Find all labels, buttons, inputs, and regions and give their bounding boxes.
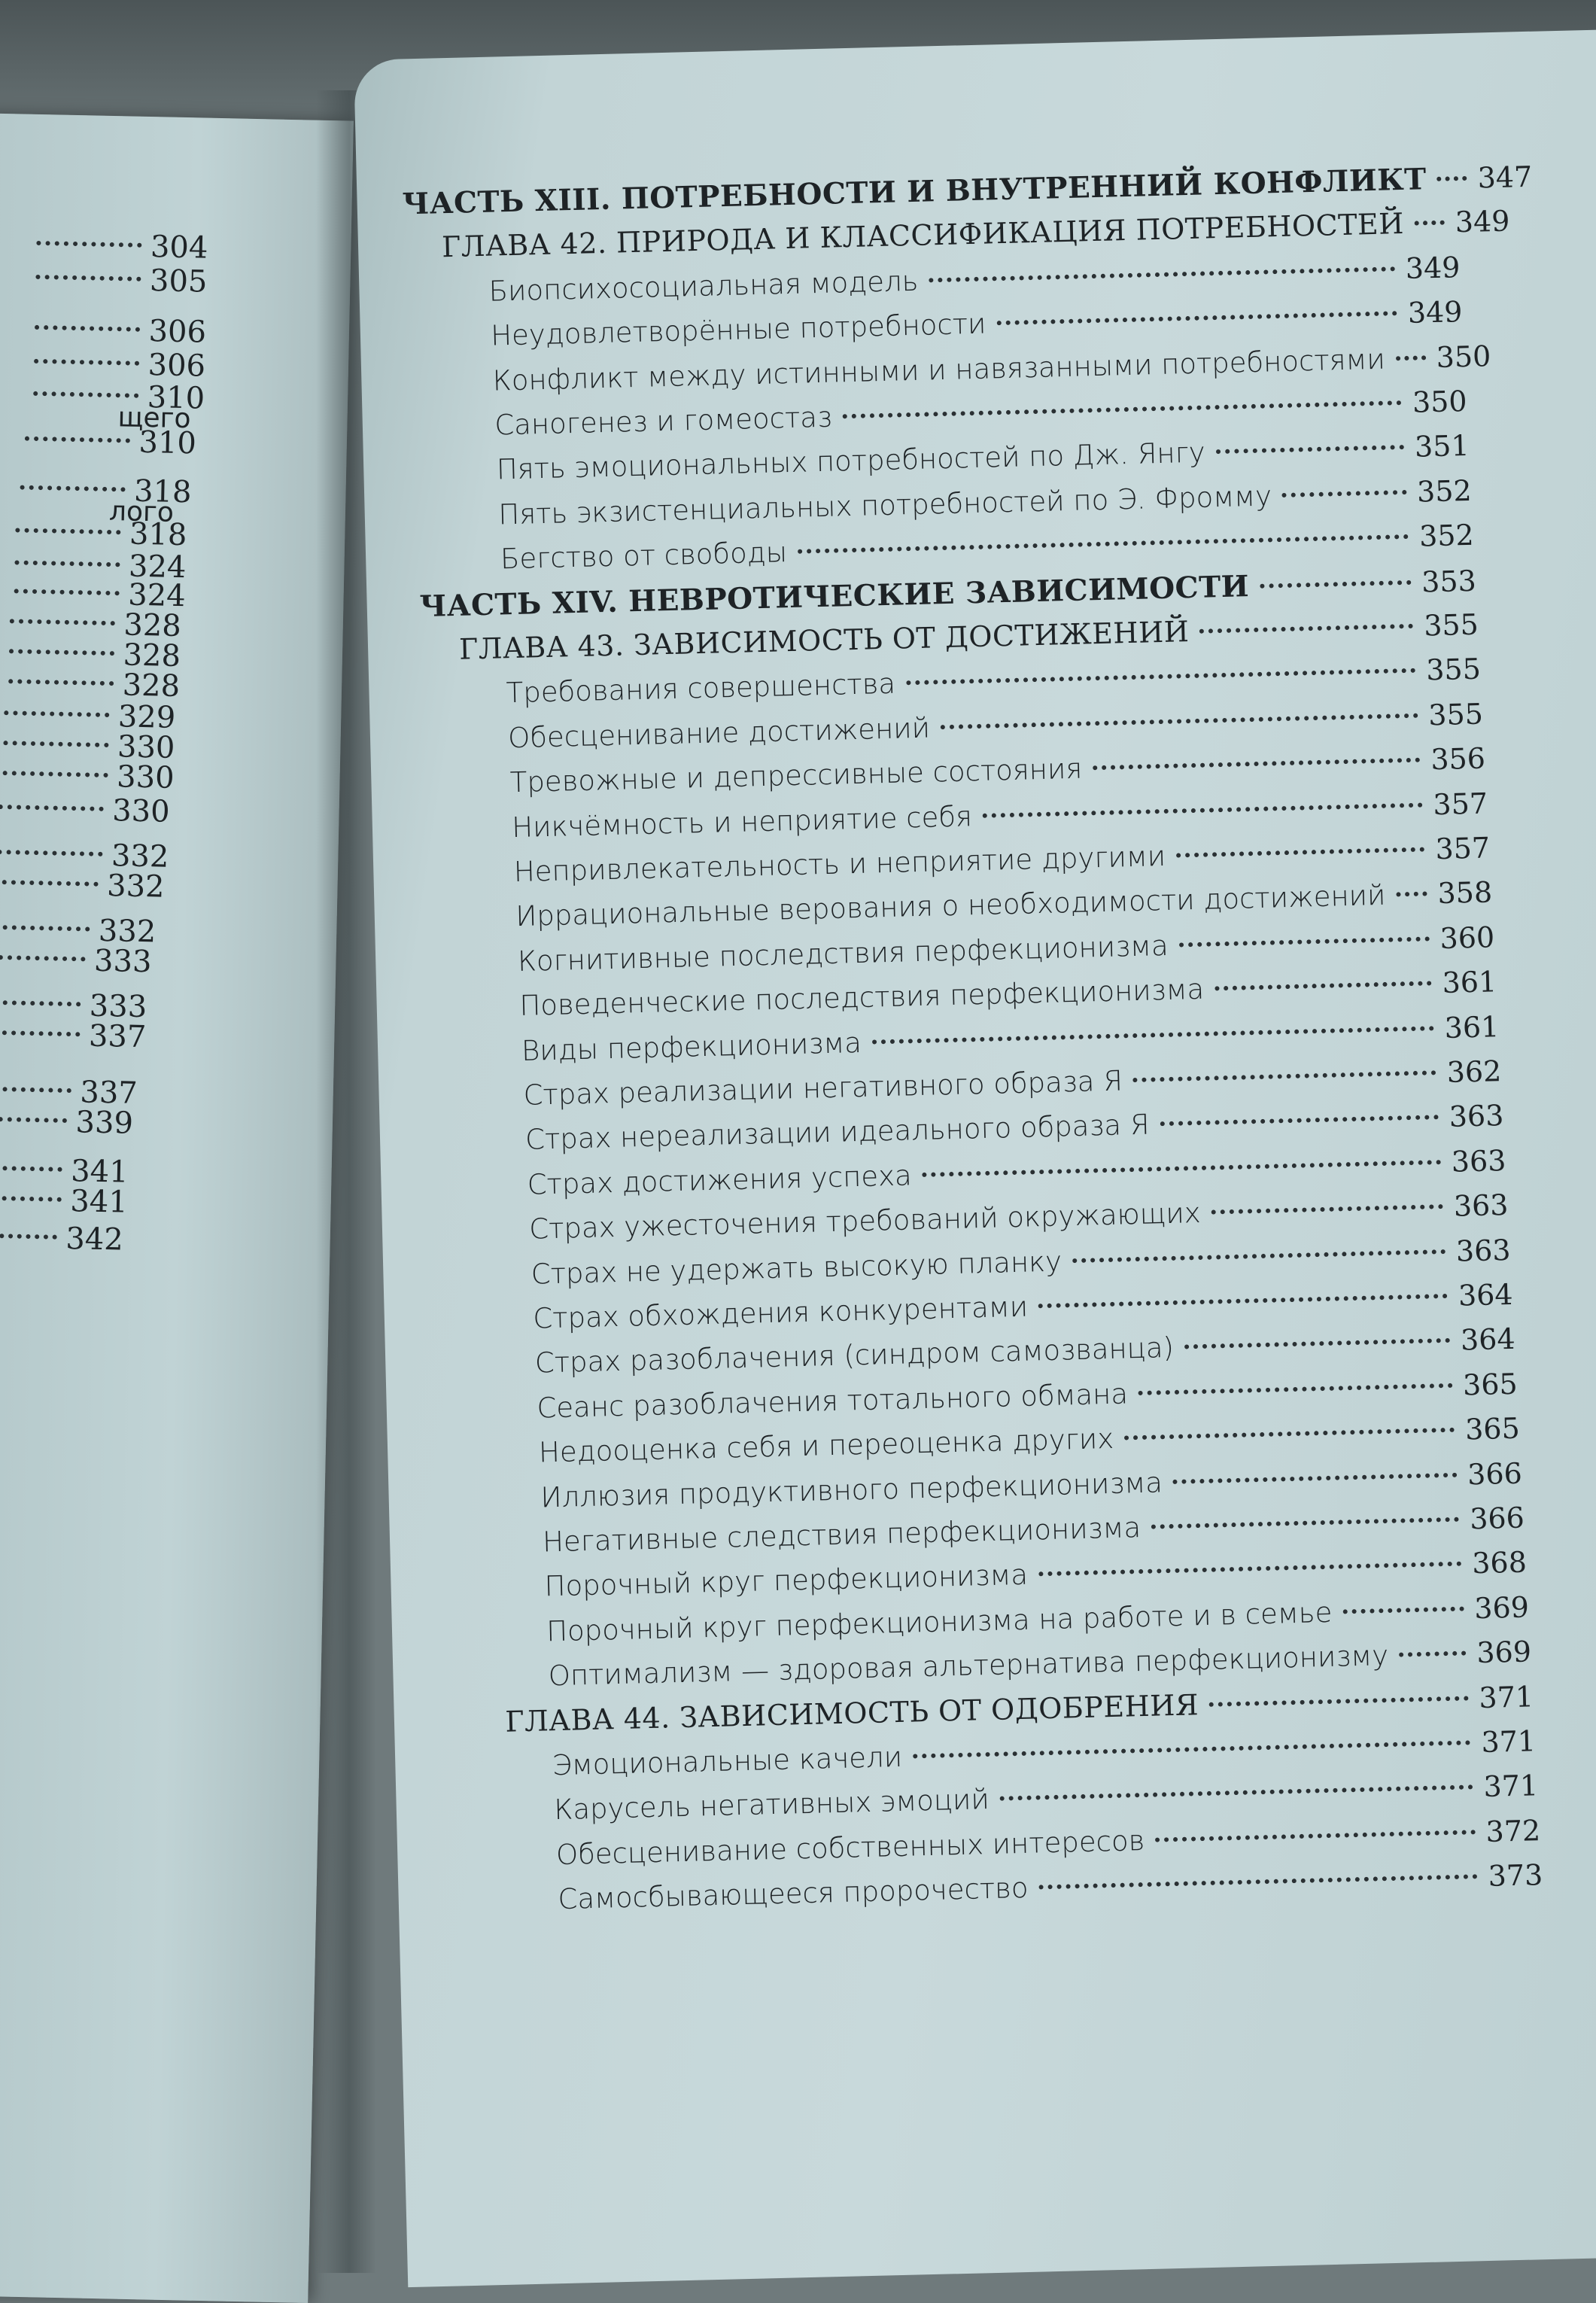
toc-leader-dots [929, 266, 1395, 282]
toc-leader-dots [1093, 757, 1420, 771]
left-toc-entry [0, 941, 152, 987]
toc-leader-dots [1399, 1650, 1467, 1657]
left-toc-page-number: 337 [79, 1075, 138, 1111]
toc-leader-dots [1160, 1115, 1438, 1127]
toc-entry-title: Конфликт между истинными и навязанными потребностями [492, 342, 1386, 397]
toc-entry-title: Неудовлетворённые потребности [490, 307, 986, 352]
left-toc-page-number: 333 [93, 943, 152, 980]
left-toc-leader-dots [25, 437, 130, 443]
toc-entry-page-number: 350 [1412, 384, 1468, 419]
toc-leader-dots [1000, 1784, 1473, 1801]
left-toc-page-number: 341 [69, 1184, 129, 1220]
toc-entry-title: Страх обхождения конкурентами [532, 1290, 1029, 1335]
toc-entry-page-number: 368 [1471, 1545, 1528, 1580]
toc-entry-title: Порочный круг перфекционизма на работе и в семье [546, 1596, 1333, 1648]
left-toc-leader-dots [14, 560, 120, 567]
toc-entry-title: Саногенез и гомеостаз [494, 400, 833, 442]
left-toc-leader-dots [0, 805, 103, 811]
toc-entry-title: Иллюзия продуктивного перфекционизма [540, 1465, 1163, 1514]
left-toc-entry [0, 866, 165, 912]
toc-entry-title: Требования совершенства [506, 668, 896, 710]
toc-entry-page-number: 371 [1480, 1724, 1537, 1760]
toc-entry-title: Страх нереализации идеального образа Я [524, 1108, 1151, 1157]
toc-entry-page-number: 356 [1430, 741, 1486, 777]
left-toc-leader-dots [35, 325, 140, 332]
left-toc-leader-dots [15, 528, 120, 534]
left-toc-leader-dots [0, 925, 90, 932]
left-toc-leader-dots [0, 1086, 71, 1093]
left-toc-leader-dots [0, 850, 102, 856]
left-toc-leader-dots [0, 955, 85, 962]
toc-entry-title: Негативные следствия перфекционизма [542, 1511, 1142, 1559]
left-toc-page-number: 330 [111, 793, 171, 829]
toc-entry-page-number: 357 [1432, 786, 1488, 821]
left-toc-page-number: 306 [147, 348, 206, 384]
toc-entry-page-number: 361 [1444, 1009, 1500, 1045]
left-toc-leader-dots [0, 1233, 56, 1240]
toc-entry-page-number: 355 [1423, 607, 1479, 643]
toc-entry-title: Эмоциональные качели [552, 1740, 903, 1782]
left-toc-leader-dots [0, 880, 98, 887]
left-toc-leader-dots [14, 589, 119, 595]
toc-leader-dots [996, 310, 1397, 325]
toc-entry-title: Иррациональные верования о необходимости достижений [515, 879, 1386, 933]
toc-entry-page-number: 352 [1418, 519, 1475, 553]
left-toc-leader-dots [0, 1195, 61, 1202]
toc-leader-dots [1133, 1069, 1436, 1082]
toc-entry-title: ГЛАВА 42. ПРИРОДА И КЛАССИФИКАЦИЯ ПОТРЕБНОСТЕЙ [441, 207, 1405, 264]
left-toc-leader-dots [0, 1030, 80, 1036]
toc-leader-dots [1124, 1427, 1455, 1441]
left-toc-leader-dots [34, 359, 139, 366]
toc-entry-page-number: 372 [1485, 1813, 1541, 1848]
toc-leader-dots [798, 534, 1409, 554]
toc-entry-page-number: 353 [1421, 564, 1477, 599]
toc-entry-page-number: 362 [1446, 1054, 1502, 1089]
toc-entry-title: Страх разоблачения (синдром самозванца) [534, 1331, 1175, 1380]
left-toc-page-number: 324 [128, 549, 187, 586]
left-toc-page-number: 318 [129, 516, 187, 553]
toc-entry-page-number: 365 [1464, 1411, 1521, 1447]
toc-leader-dots [1184, 1337, 1450, 1349]
left-toc-entry [0, 260, 208, 307]
toc-leader-dots [1138, 1383, 1452, 1395]
left-toc-page-number: 329 [117, 699, 176, 735]
toc-entry-page-number: 350 [1436, 339, 1491, 374]
toc-entry-page-number: 352 [1416, 473, 1473, 509]
toc-leader-dots [1282, 489, 1406, 497]
left-toc-page-number: 304 [150, 230, 208, 266]
left-toc-leader-dots [8, 679, 114, 686]
toc-leader-dots [906, 668, 1415, 686]
left-toc-entry [0, 790, 170, 837]
left-toc-leader-dots [9, 619, 114, 625]
left-toc-leader-dots [33, 391, 138, 398]
toc-entry-page-number: 364 [1458, 1277, 1514, 1313]
toc-entry-page-number: 371 [1478, 1679, 1534, 1714]
toc-leader-dots [1151, 1517, 1459, 1529]
toc-entry-title: Пять экзистенциальных потребностей по Э. Фромму [497, 479, 1272, 531]
toc-entry-title: ЧАСТЬ XIII. ПОТРЕБНОСТИ И ВНУТРЕННИЙ КОНФЛИКТ [402, 162, 1427, 222]
left-toc-leader-dots [2, 771, 108, 777]
toc-entry-title: Когнитивные последствия перфекционизма [517, 929, 1169, 978]
left-toc-leader-dots [0, 1116, 67, 1123]
left-toc-entry [0, 421, 196, 468]
toc-entry-page-number: 369 [1473, 1590, 1530, 1626]
toc-entry-title: Обесценивание собственных интересов [555, 1824, 1145, 1871]
toc-leader-dots [1155, 1829, 1476, 1842]
toc-entry-title: Виды перфекционизма [521, 1026, 862, 1067]
left-toc-leader-dots [20, 485, 125, 491]
toc-entry-title: Страх реализации негативного образа Я [523, 1064, 1123, 1112]
left-toc-page-number: 337 [88, 1018, 147, 1055]
toc-leader-dots [1437, 175, 1467, 181]
toc-leader-dots [1199, 623, 1413, 634]
toc-entry-page-number: 360 [1439, 920, 1495, 955]
toc-leader-dots [1342, 1605, 1464, 1614]
toc-leader-dots [1211, 1203, 1443, 1215]
toc-leader-dots [843, 400, 1402, 418]
toc-entry-page-number: 351 [1414, 429, 1470, 464]
left-toc-leader-dots [0, 1165, 62, 1172]
toc-entry-title: Самосбывающееся пророчество [558, 1872, 1029, 1916]
left-toc-page-number: 318 [133, 473, 192, 510]
left-toc-page-number: 333 [89, 988, 147, 1025]
toc-entry-title: Сеанс разоблачения тотального обмана [536, 1377, 1129, 1425]
toc-entry-title: Недооценка себя и переоценка других [538, 1422, 1114, 1469]
left-toc-page-number: 341 [70, 1154, 129, 1190]
toc-entry-title: Биопсихосоциальная модель [488, 264, 919, 308]
toc-entry-page-number: 349 [1455, 204, 1510, 239]
toc-entry-page-number: 369 [1476, 1635, 1532, 1670]
left-toc-page-number: 330 [116, 759, 175, 796]
left-toc-page-number: 324 [127, 577, 187, 614]
toc-entry-title: Страх ужесточения требований окружающих [528, 1197, 1202, 1246]
toc-leader-dots [1415, 220, 1445, 226]
toc-entry-title: Поведенческие последствия перфекционизма [519, 972, 1205, 1023]
left-page [0, 113, 354, 2303]
toc-leader-dots [1038, 1873, 1477, 1889]
toc-entry-title: Непривлекательность и неприятие другими [513, 839, 1166, 889]
left-toc-page-number: 328 [123, 607, 182, 644]
toc-entry-page-number: 357 [1434, 831, 1491, 866]
toc-entry-title: ГЛАВА 43. ЗАВИСИМОСТЬ ОТ ДОСТИЖЕНИЙ [458, 615, 1190, 666]
toc-entry-title: Тревожные и депрессивные состояния [509, 752, 1083, 799]
toc-entry-page-number: 361 [1442, 965, 1497, 1000]
toc-entry-page-number: 371 [1483, 1769, 1539, 1804]
left-toc-page-number: 328 [123, 637, 181, 674]
left-toc-page-number: 332 [98, 913, 157, 950]
left-toc-page-number: 332 [106, 869, 165, 905]
toc-leader-dots [1038, 1561, 1461, 1577]
toc-leader-dots [1214, 981, 1432, 991]
toc-leader-dots [941, 713, 1418, 730]
left-toc-leader-dots [9, 649, 114, 656]
toc-entry-page-number: 366 [1467, 1456, 1523, 1491]
toc-entry-title: Страх не удержать высокую планку [530, 1245, 1062, 1291]
toc-leader-dots [1173, 1471, 1458, 1483]
toc-entry-page-number: 364 [1460, 1322, 1516, 1357]
toc-entry-page-number: 355 [1425, 653, 1482, 687]
toc-leader-dots [1209, 1695, 1469, 1706]
left-toc-page-number: 310 [147, 380, 205, 416]
toc-entry-page-number: 349 [1405, 250, 1461, 285]
toc-entry-title: Обесценивание достижений [507, 711, 931, 755]
left-toc-page-number: 306 [148, 314, 207, 350]
toc-leader-dots [1176, 847, 1425, 858]
left-toc-page-number: 342 [65, 1221, 124, 1258]
toc-leader-dots [1396, 354, 1426, 361]
toc-entry-page-number: 365 [1462, 1367, 1518, 1402]
toc-entry-page-number: 373 [1488, 1858, 1543, 1894]
toc-leader-dots [1396, 891, 1427, 897]
toc-entry-page-number: 347 [1477, 160, 1533, 195]
toc-entry-page-number: 366 [1469, 1501, 1525, 1536]
toc-leader-dots [923, 1159, 1441, 1177]
left-toc-leader-dots [36, 241, 141, 248]
toc-entry-page-number: 363 [1453, 1188, 1509, 1223]
left-toc-page-number: 330 [117, 729, 175, 765]
left-toc-page-number: 328 [122, 668, 181, 704]
toc-leader-dots [983, 802, 1423, 817]
left-toc-leader-dots [4, 710, 109, 717]
toc-leader-dots [1038, 1293, 1448, 1308]
toc-entry-title: Порочный круг перфекционизма [544, 1559, 1029, 1603]
left-toc-entry [0, 1103, 133, 1148]
left-toc-page-number: 305 [149, 263, 208, 300]
toc-entry-page-number: 349 [1407, 295, 1463, 330]
toc-entry-page-number: 363 [1451, 1143, 1506, 1179]
toc-leader-dots [1215, 444, 1404, 454]
toc-leader-dots [1178, 935, 1429, 947]
toc-leader-dots [1260, 579, 1411, 588]
toc-entry-title: Оптимализм — здоровая альтернатива перфекционизму [548, 1639, 1389, 1693]
left-toc-page-number: 332 [111, 838, 169, 875]
toc-entry-title: ГЛАВА 44. ЗАВИСИМОСТЬ ОТ ОДОБРЕНИЯ [504, 1687, 1199, 1739]
left-toc-leader-dots [3, 741, 108, 747]
toc-leader-dots [872, 1025, 1434, 1044]
toc-entry-page-number: 363 [1449, 1099, 1504, 1134]
toc-entry-page-number: 358 [1437, 875, 1493, 911]
toc-leader-dots [913, 1739, 1471, 1758]
toc-entry-title: Карусель негативных эмоций [553, 1783, 990, 1827]
left-toc-page-number: 310 [138, 424, 197, 461]
toc-entry-page-number: 363 [1455, 1233, 1512, 1268]
toc-leader-dots [1072, 1249, 1446, 1263]
left-toc-title-fragment: лого [108, 495, 175, 528]
toc-entry-title: Пять эмоциональных потребностей по Дж. Янгу [496, 436, 1206, 486]
left-toc-leader-dots [35, 275, 141, 281]
toc-entry-page-number: 355 [1427, 697, 1484, 732]
left-toc-leader-dots [0, 999, 81, 1006]
toc-entry-title: Страх достижения успеха [527, 1159, 913, 1201]
left-toc-page-number: 339 [75, 1105, 134, 1141]
toc-entry-title: Бегство от свободы [500, 536, 788, 576]
left-toc-title-fragment: щего [117, 402, 191, 435]
left-toc-entry [0, 1016, 147, 1062]
toc-entry-title: Никчёмность и неприятие себя [511, 799, 973, 844]
toc-entry-title: ЧАСТЬ XIV. НЕВРОТИЧЕСКИЕ ЗАВИСИМОСТИ [419, 568, 1250, 624]
left-toc-entry [0, 1219, 123, 1265]
right-page [354, 29, 1596, 2287]
